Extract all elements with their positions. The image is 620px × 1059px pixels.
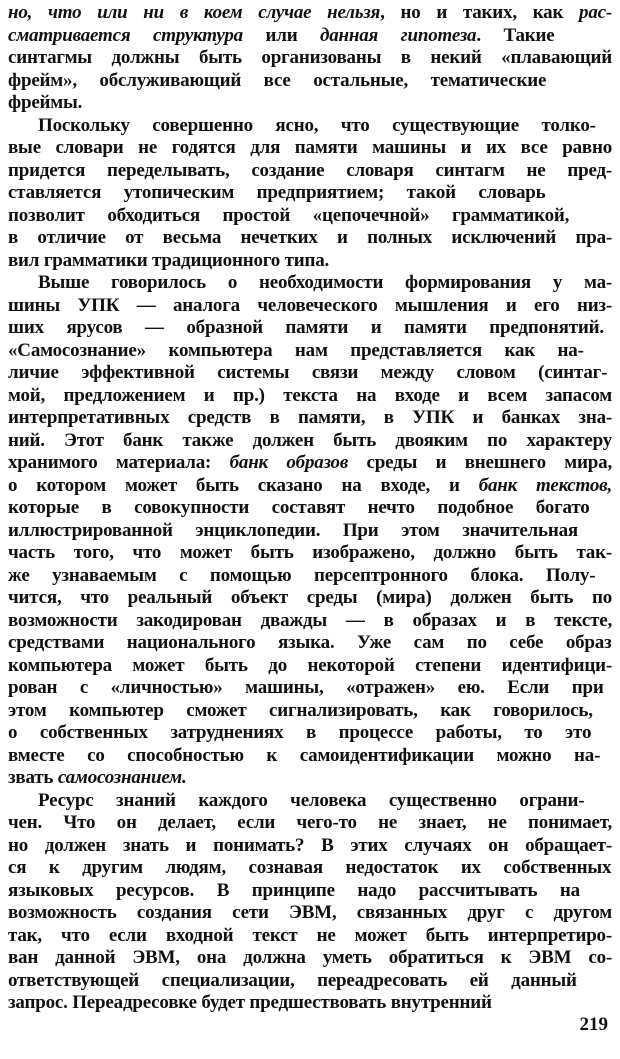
text-segment: ответствующей специализации, переадресовать ей данный [8,969,577,991]
text-line [8,272,612,295]
page-number: 219 [579,1014,608,1035]
text-segment: интерпретативных средств в памяти, в УПК и банках зна- [8,407,612,428]
text-segment: Ресурс знаний каждого человека существенно ограни- [38,789,585,811]
italic-text: самосознанием. [57,767,187,788]
text-segment: вил грамматики традиционного типа. [8,249,330,271]
text-line [8,475,612,498]
text-line [8,452,612,475]
text-segment: чен. Что он делает, если чего-то не знает, не понимает, [8,812,612,833]
text-segment: часть того, что может быть изображено, должно быть так- [8,542,612,563]
text-segment: Поскольку совершенно ясно, что существующие толко- [38,114,596,136]
text-line [8,47,612,70]
text-segment: этом компьютер сможет сигнализировать, как говорилось, [8,699,593,721]
text-line [8,925,612,948]
text-line [8,722,612,745]
text-segment: или [242,24,321,46]
italic-text: рас- [579,2,612,23]
text-segment: которые в совокупности составят нечто подобное богато [8,497,590,518]
text-segment: же узнаваемым с помощью персептронного блока. Полу- [8,564,596,586]
text-line [8,812,612,835]
text-line [8,520,612,543]
text-segment: личие эффективной системы связи между словом (синтаг- [8,362,608,383]
italic-text: но, что или ни в коем случае нельзя [8,2,381,23]
text-segment: так, что если входной текст не может быть интерпретиро- [8,924,612,946]
text-line [8,385,612,408]
text-line [8,340,612,363]
text-segment: фреймы. [8,92,83,113]
text-segment: средствами национального языка. Уже сам по себе образ [8,632,612,653]
text-line [8,857,612,880]
text-segment: фрейм», обслуживающий все остальные, тематические [8,69,547,91]
body-text [8,2,612,1015]
italic-text: банк образов [229,452,349,473]
text-segment: , но и таких, как [380,2,580,23]
text-line [8,542,612,565]
text-segment: вместе со способностью к самоидентификации можно на- [8,744,601,766]
text-segment: возможности закодирован дважды — в образах и в тексте, [8,609,612,631]
text-line [8,880,612,903]
text-line [8,430,612,453]
text-segment: вые словари не годятся для памяти машины и их все равно [8,137,612,158]
text-line [8,362,612,385]
text-line [8,947,612,970]
text-line [8,700,612,723]
text-line [8,677,612,700]
text-segment: ван данной ЭВМ, она должна уметь обратиться к ЭВМ со- [8,947,612,968]
text-line [8,182,612,205]
text-line [8,250,612,273]
text-segment: рован с «личностью» машины, «отражен» ею. Если при [8,677,604,698]
text-segment: хранимого материала: [8,452,230,473]
text-line [8,745,612,768]
text-line [8,835,612,858]
text-segment: возможность создания сети ЭВМ, связанных друг с другом [8,902,612,923]
text-segment: Выше говорилось о необходимости формирования у ма- [38,272,612,293]
text-line [8,70,612,93]
text-segment: шины УПК — аналога человеческого мышления и его низ- [8,294,612,316]
text-segment: мой, предложением и пр.) текста на входе и всем запасом [8,384,612,406]
text-line [8,767,612,790]
text-segment: компьютера может быть до некоторой степени идентифици- [8,654,612,676]
text-segment: запрос. Переадресовке будет предшествовать внутренний [8,992,492,1013]
text-line [8,587,612,610]
text-segment: придется переделывать, создание словаря синтагм не пред- [8,159,612,181]
italic-text: сматривается структура [8,24,243,46]
text-line [8,2,612,25]
text-line [8,970,612,993]
text-line [8,632,612,655]
text-segment: чится, что реальный объект среды (мира) должен быть по [8,587,612,608]
italic-text: банк текстов, [478,474,612,496]
text-line [8,790,612,813]
text-segment: но должен знать и понимать? В этих случаях он обращает- [8,834,612,856]
text-segment: . Такие [476,24,555,46]
text-segment: «Самосознание» компьютера нам представляется как на- [8,339,584,361]
text-segment: звать [8,767,58,788]
italic-text: данная гипотеза [320,24,477,46]
text-line [8,295,612,318]
text-line [8,655,612,678]
text-segment: ний. Этот банк также должен быть двояким по характеру [8,429,612,451]
text-segment: среды и внешнего мира, [348,452,612,473]
text-line [8,902,612,925]
text-line [8,497,612,520]
text-line [8,115,612,138]
text-line [8,25,612,48]
text-line [8,407,612,430]
text-line [8,227,612,250]
text-line [8,610,612,633]
text-segment: о собственных затруднениях в процессе работы, то это [8,722,592,743]
text-line [8,992,612,1015]
text-segment: синтагмы должны быть организованы в некий «плавающий [8,47,612,68]
text-line [8,317,612,340]
text-segment: ставляется утопическим предприятием; такой словарь [8,182,546,203]
text-line [8,92,612,115]
text-segment: ших ярусов — образной памяти и памяти предпонятий. [8,317,604,338]
text-segment: языковых ресурсов. В принципе надо рассчитывать на [8,879,580,901]
text-line [8,137,612,160]
text-line [8,205,612,228]
text-segment: ся к другим людям, сознавая недостаток их собственных [8,857,612,878]
text-segment: о котором может быть сказано на входе, и [8,474,479,496]
text-segment: в отличие от весьма нечетких и полных исключений пра- [8,227,612,248]
text-segment: позволит обходиться простой «цепочечной» грамматикой, [8,204,570,226]
text-line [8,160,612,183]
text-line [8,565,612,588]
text-segment: иллюстрированной энциклопедии. При этом значительная [8,519,578,541]
